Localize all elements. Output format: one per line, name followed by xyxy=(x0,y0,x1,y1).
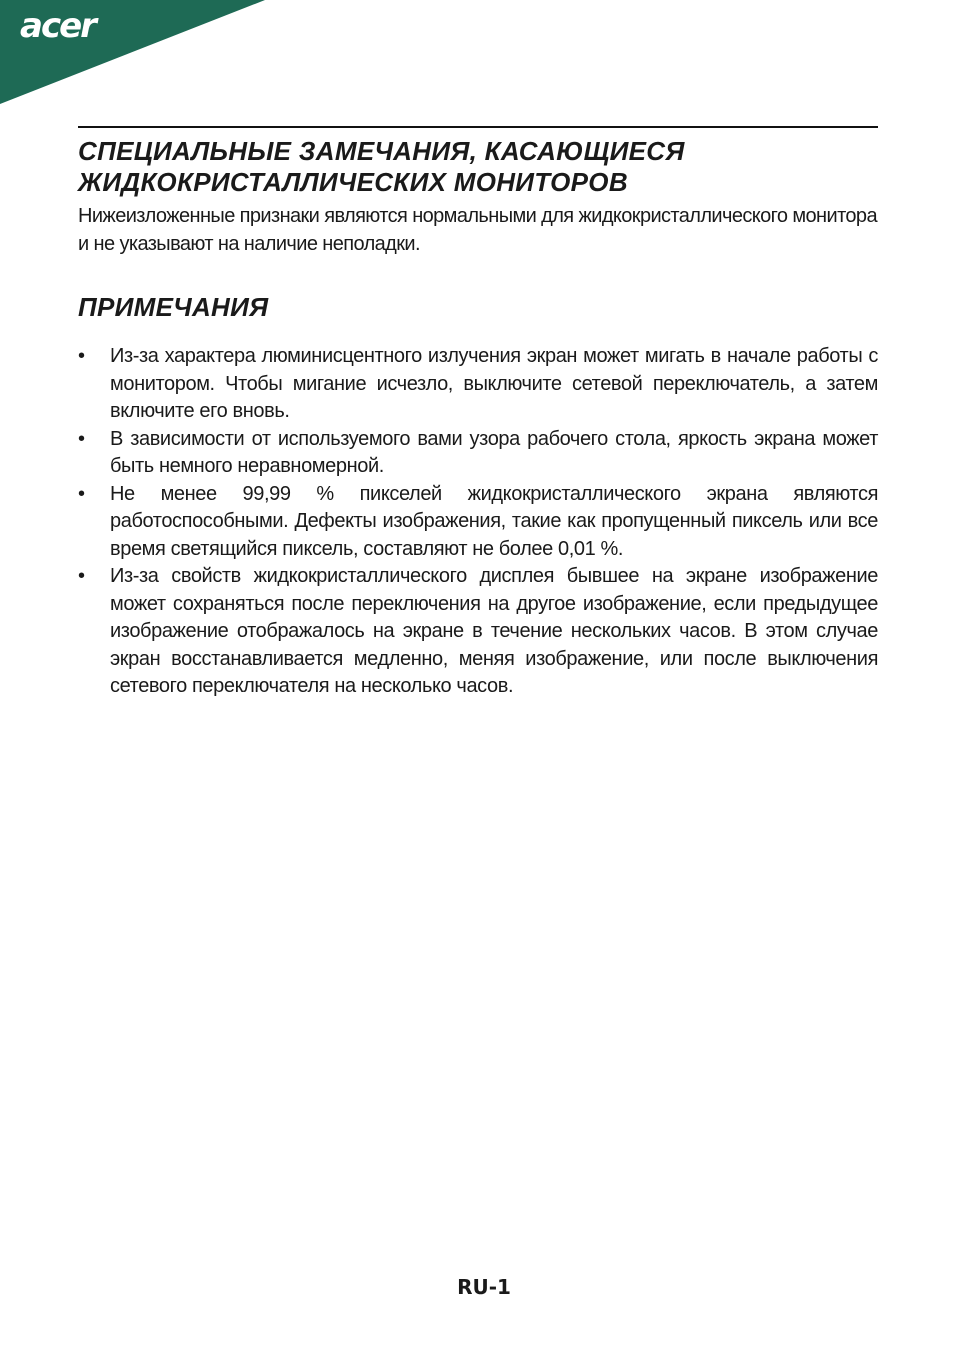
list-item xyxy=(78,481,878,564)
bullet-icon: • xyxy=(78,482,85,505)
main-content xyxy=(78,136,878,701)
section-title xyxy=(78,136,878,198)
acer-logo: acer xyxy=(20,6,95,46)
section-title-line-1: СПЕЦИАЛЬНЫЕ ЗАМЕЧАНИЯ, КАСАЮЩИЕСЯ xyxy=(78,136,685,166)
list-item-text: Не менее 99,99 % пикселей жидкокристаллического экрана являются работоспособными. Дефекты изображения, такие как пропущенный пиксель или все время светящийся пиксель, составляют не более 0,01 %. xyxy=(110,482,878,560)
page-number: RU-1 xyxy=(457,1275,511,1299)
notes-list xyxy=(78,343,878,701)
list-item-text: В зависимости от используемого вами узора рабочего стола, яркость экрана может быть немного неравномерной. xyxy=(110,427,878,477)
header-rule xyxy=(78,126,878,128)
notes-heading: ПРИМЕЧАНИЯ xyxy=(78,292,269,322)
section-title-line-2: ЖИДКОКРИСТАЛЛИЧЕСКИХ МОНИТОРОВ xyxy=(78,167,628,197)
bullet-icon: • xyxy=(78,427,85,450)
list-item xyxy=(78,563,878,701)
list-item xyxy=(78,426,878,481)
intro-paragraph: Нижеизложенные признаки являются нормальными для жидкокристаллического монитора и не указывают на наличие неполадки. xyxy=(78,205,877,255)
bullet-icon: • xyxy=(78,565,85,587)
list-item-text: Из-за свойств жидкокристаллического дисплея бывшее на экране изображение может сохраняться после переключения на другое изображение, если предыдущее изображение отображалось на экране в течение нескольких часов. В этом случае экран восстанавливается медленно, меняя изображение, или после выключения сетевого переключателя на несколько часов. xyxy=(110,565,878,697)
list-item xyxy=(78,343,878,426)
list-item-text: Из-за характера люминисцентного излучения экран может мигать в начале работы с монитором. Чтобы мигание исчезло, выключите сетевой переключатель, а затем включите его вновь. xyxy=(110,345,878,422)
bullet-icon: • xyxy=(78,345,85,367)
